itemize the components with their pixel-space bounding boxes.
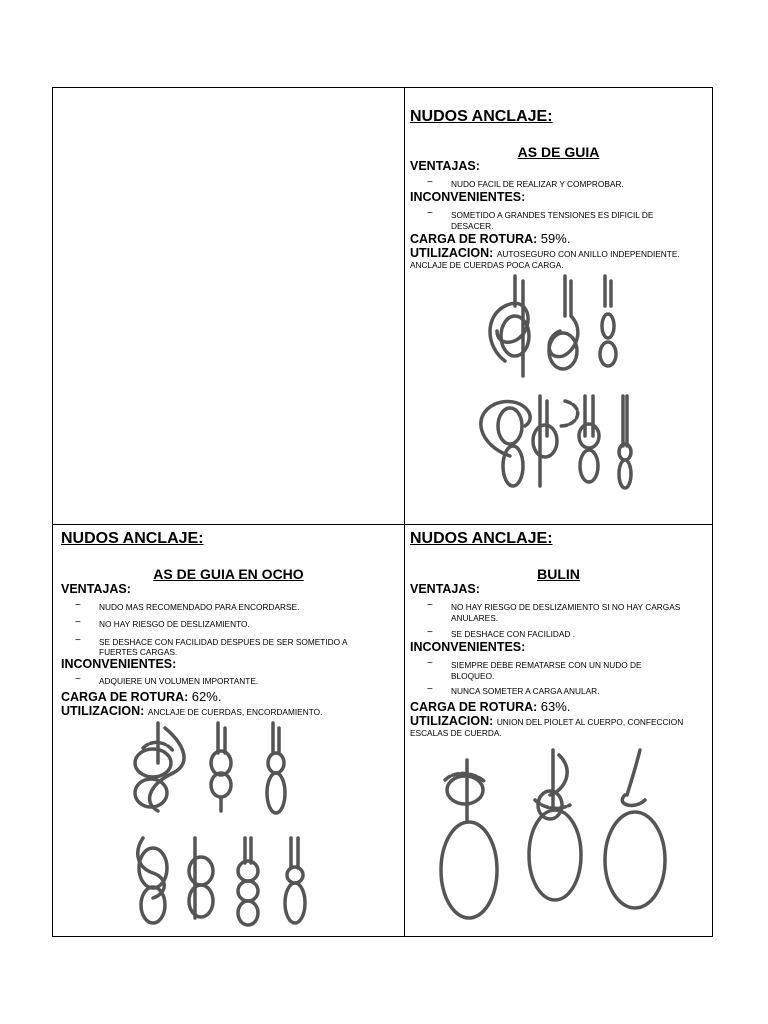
rope-loop	[141, 887, 165, 923]
dash-bullet-icon: −	[75, 674, 81, 685]
dash-bullet-icon: −	[427, 684, 433, 695]
rope-knot	[238, 861, 258, 881]
knot-name: AS DE GUIA EN OCHO	[153, 566, 304, 582]
rope-loop	[238, 901, 258, 925]
rope-strand	[585, 396, 593, 436]
rope-knot	[619, 444, 631, 460]
card-header: NUDOS ANCLAJE:	[61, 530, 204, 547]
dash-bullet-icon: −	[427, 177, 433, 188]
knot-sheet-table	[52, 87, 713, 937]
rope-loop	[441, 822, 497, 918]
carga-rotura: CARGA DE ROTURA: 59%.	[410, 231, 571, 246]
rope-knot	[189, 857, 213, 885]
inconvenientes-label: INCONVENIENTES:	[410, 640, 526, 654]
carga-rotura: CARGA DE ROTURA: 62%.	[61, 689, 222, 704]
rope-strand	[515, 276, 523, 376]
rope-strand	[623, 396, 627, 446]
rope-loop	[189, 885, 213, 917]
rope-loop	[533, 425, 557, 457]
rope-knot	[602, 314, 614, 338]
rope-strand	[549, 276, 578, 357]
utilizacion: UTILIZACION: UNION DEL PIOLET AL CUERPO, CONFECCION	[410, 714, 684, 728]
knot-name: BULIN	[537, 566, 580, 582]
card-bulin: NUDOS ANCLAJE: BULIN VENTAJAS: − NO HAY RIESGO DE DESLIZAMIENTO SI NO HAY CARGAS ANULARES. − SE DESHACE CON FACILIDAD . INCONVENIENTES: − SIEMPRE DEBE REMATARSE CON UN NUDO DE BLOQUEO. − NUNCA SOMETER A CARGA ANULAR. CARGA DE ROTURA: 63%. UTILIZACION: UNION DEL PIOLET AL CUERPO, CONFECCION ESCALAS DE CUERDA.	[405, 525, 712, 936]
inconvenientes-label: INCONVENIENTES:	[61, 657, 177, 671]
rope-loop	[447, 776, 483, 804]
empty-cell	[53, 88, 404, 524]
rope-loop	[580, 450, 598, 482]
dash-bullet-icon: −	[75, 600, 81, 611]
rope-loop	[498, 408, 522, 444]
rope-knot	[238, 881, 258, 901]
utilizacion-cont: ANCLAJE DE CUERDAS POCA CARGA.	[410, 260, 564, 270]
rope-loop	[600, 342, 616, 366]
rope-loop	[267, 773, 285, 813]
rope-arrow	[560, 401, 578, 426]
dash-bullet-icon: −	[75, 635, 81, 646]
ventajas-label: VENTAJAS:	[61, 582, 131, 596]
dash-bullet-icon: −	[75, 617, 81, 628]
dash-bullet-icon: −	[427, 600, 433, 611]
utilizacion: UTILIZACION: ANCLAJE DE CUERDAS, ENCORDAMIENTO.	[61, 704, 323, 718]
rope-loop	[605, 812, 665, 908]
ventajas-label: VENTAJAS:	[410, 582, 480, 596]
rope-knot	[579, 424, 599, 448]
rope-strand	[273, 723, 279, 753]
utilizacion: UTILIZACION: AUTOSEGURO CON ANILLO INDEPENDIENTE.	[410, 246, 680, 260]
rope-knot	[287, 867, 303, 883]
rope-knot	[622, 795, 645, 805]
dash-bullet-icon: −	[427, 208, 433, 219]
card-as-de-guia: NUDOS ANCLAJE: AS DE GUIA VENTAJAS: − NUDO FACIL DE REALIZAR Y COMPROBAR. INCONVENIENTES: − SOMETIDO A GRANDES TENSIONES ES DIFICIL DE DESACER. CARGA DE ROTURA: 59%. UTILIZACION: AUTOSEGURO CON ANILLO INDEPENDIENTE. ANCLAJE DE CUERDAS POCA CARGA.	[405, 88, 712, 524]
ventajas-label: VENTAJAS:	[410, 159, 480, 173]
knot-diagram-as-de-guia	[475, 276, 635, 506]
rope-strand	[627, 750, 640, 795]
rope-loop	[503, 446, 523, 486]
carga-rotura: CARGA DE ROTURA: 63%.	[410, 699, 571, 714]
rope-loop	[285, 883, 305, 923]
knot-name: AS DE GUIA	[517, 144, 600, 160]
card-as-de-guia-en-ocho: NUDOS ANCLAJE: AS DE GUIA EN OCHO VENTAJAS: − NUDO MAS RECOMENDADO PARA ENCORDARSE. − NO HAY RIESGO DE DESLIZAMIENTO. − SE DESHACE CON FACILIDAD DESPUES DE SER SOMETIDO A FUERTES CARGAS. INCONVENIENTES: − ADQUIERE UN VOLUMEN IMPORTANTE. CARGA DE ROTURA: 62%. UTILIZACION: ANCLAJE DE CUERDAS, ENCORDAMIENTO.	[53, 525, 404, 936]
rope-loop	[135, 749, 171, 777]
dash-bullet-icon: −	[427, 627, 433, 638]
rope-loop	[529, 810, 581, 900]
knot-diagram-bulin	[435, 750, 675, 930]
card-header: NUDOS ANCLAJE:	[410, 530, 553, 547]
dash-bullet-icon: −	[427, 658, 433, 669]
rope-strand	[605, 276, 611, 306]
rope-loop	[619, 460, 631, 488]
rope-strand	[218, 723, 225, 753]
rope-knot	[268, 753, 284, 773]
knot-diagram-as-de-guia-en-ocho	[123, 723, 323, 928]
rope-loop	[501, 316, 529, 356]
rope-strand	[540, 396, 547, 486]
rope-strand	[550, 750, 567, 810]
utilizacion-cont: ESCALAS DE CUERDA.	[410, 728, 502, 738]
rope-strand	[291, 838, 298, 868]
inconvenientes-label: INCONVENIENTES:	[410, 190, 526, 204]
card-header: NUDOS ANCLAJE:	[410, 108, 553, 125]
